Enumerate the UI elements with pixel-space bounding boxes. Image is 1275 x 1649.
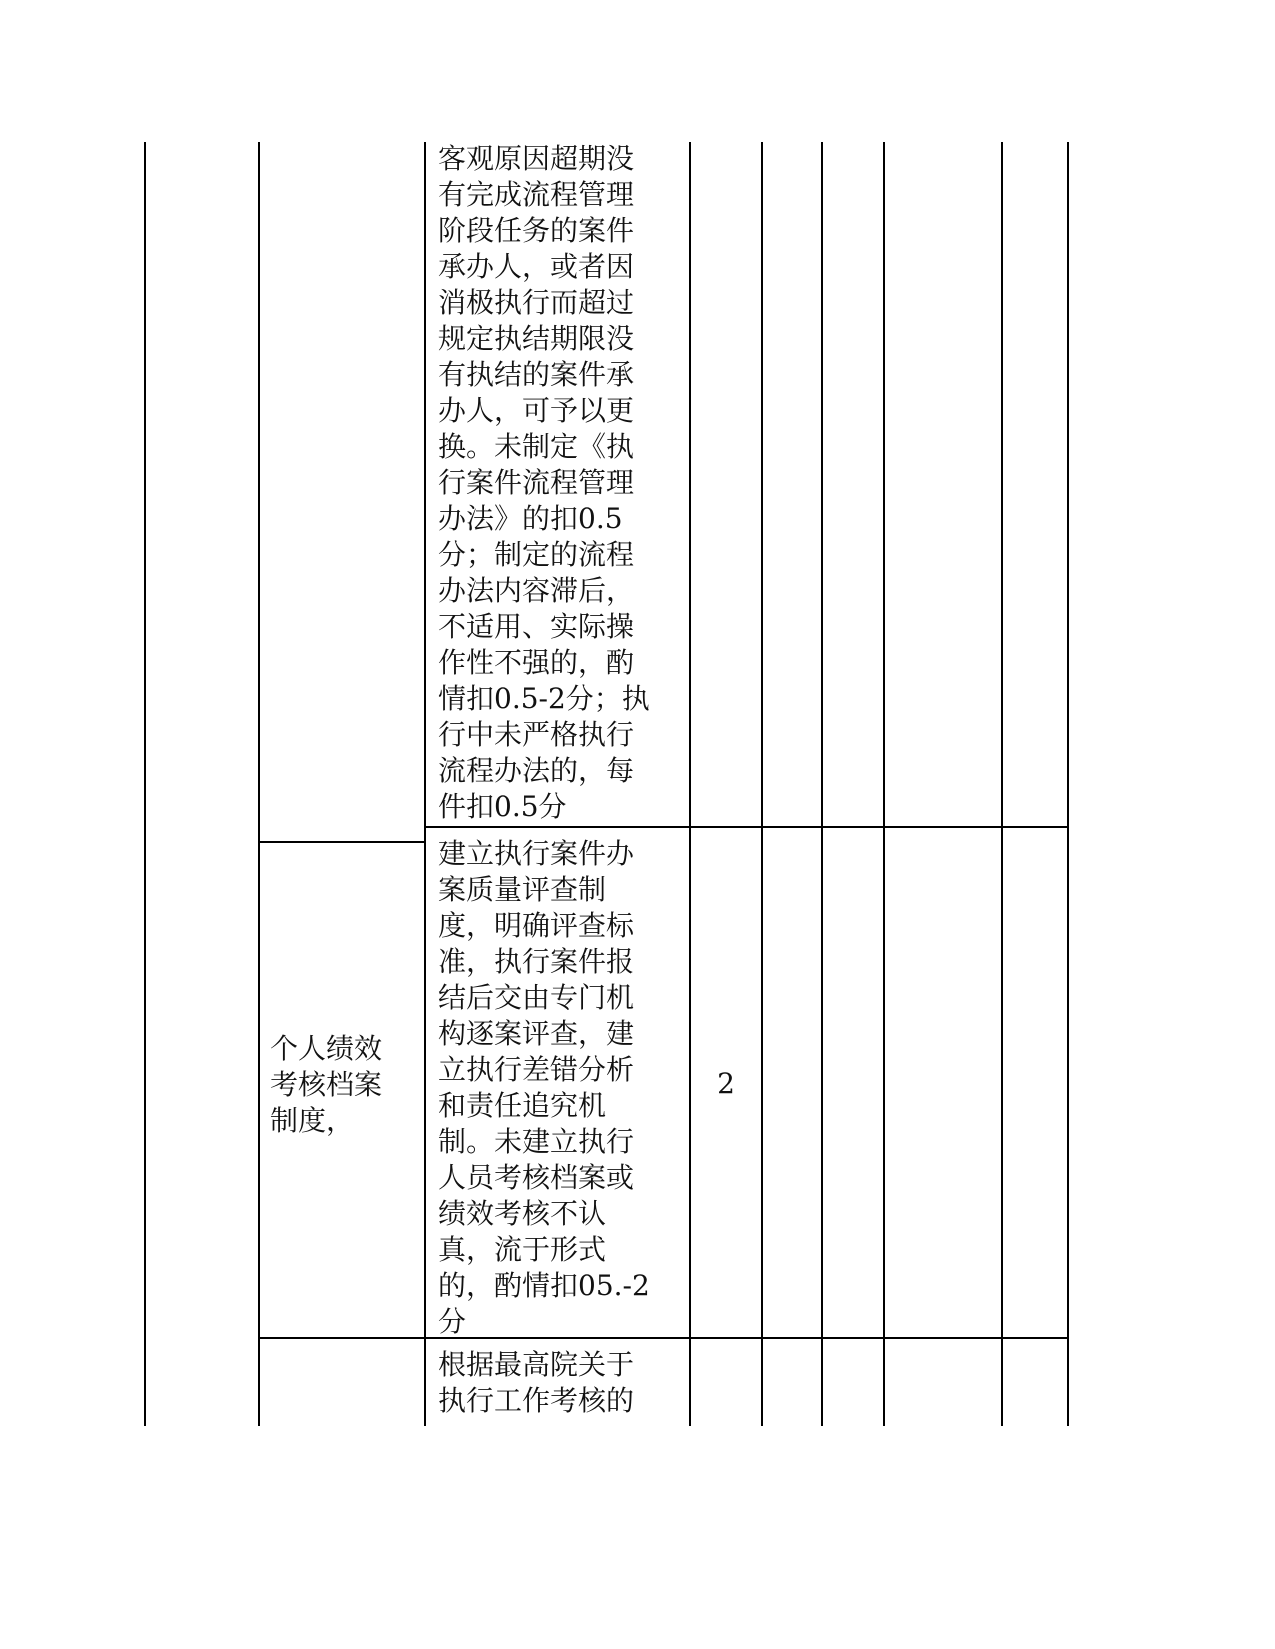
criteria-line: 有完成流程管理 [438,178,635,211]
criteria-line: 结后交由专门机 [438,981,635,1014]
row1-criteria-cell [438,141,650,825]
criteria-line: 客观原因超期没 [438,142,635,175]
item-line: 制度， [270,1104,355,1137]
criteria-line: 作性不强的，酌 [438,646,635,679]
row3-criteria-cell [438,1347,634,1419]
table-col-divider-1 [258,142,260,1426]
criteria-line: 制。未建立执行 [438,1125,635,1158]
criteria-line: 办法内容滞后， [438,574,635,607]
criteria-line: 行中未严格执行 [438,718,635,751]
table-col-divider-4 [761,142,763,1426]
criteria-line: 的，酌情扣05.-2 [438,1269,650,1302]
item-line: 考核档案 [270,1068,383,1101]
criteria-line: 建立执行案件办 [438,837,635,870]
table-col-divider-7 [1001,142,1003,1426]
table-col-divider-5 [821,142,823,1426]
row-divider-1-criteria [424,826,1069,828]
criteria-line: 和责任追究机 [438,1089,607,1122]
criteria-line: 度，明确评查标 [438,909,635,942]
criteria-line: 件扣0.5分 [438,790,567,823]
table-border-right [1067,142,1069,1426]
criteria-line: 流程办法的，每 [438,754,635,787]
criteria-line: 分 [438,1305,467,1338]
table-col-divider-6 [883,142,885,1426]
criteria-line: 准，执行案件报 [438,945,635,978]
item-line: 个人绩效 [270,1032,383,1065]
criteria-line: 根据最高院关于 [438,1348,635,1381]
row2-score-cell: 2 [717,1067,735,1100]
table-border-left [144,142,146,1426]
criteria-line: 分；制定的流程 [438,538,635,571]
criteria-line: 规定执结期限没 [438,322,635,355]
row2-item-cell [270,1031,382,1139]
criteria-line: 不适用、实际操 [438,610,635,643]
row-divider-2 [258,1337,1069,1339]
criteria-line: 行案件流程管理 [438,466,635,499]
criteria-line: 绩效考核不认 [438,1197,607,1230]
criteria-line: 换。未制定《执 [438,430,635,463]
criteria-line: 承办人，或者因 [438,250,635,283]
row-divider-1-item [258,841,426,843]
table-col-divider-2 [424,142,426,1426]
criteria-line: 人员考核档案或 [438,1161,635,1194]
row2-criteria-cell [438,836,650,1340]
criteria-line: 阶段任务的案件 [438,214,635,247]
criteria-line: 消极执行而超过 [438,286,635,319]
criteria-line: 有执结的案件承 [438,358,635,391]
criteria-line: 办人，可予以更 [438,394,635,427]
table-col-divider-3 [689,142,691,1426]
criteria-line: 办法》的扣0.5 [438,502,623,535]
criteria-line: 立执行差错分析 [438,1053,635,1086]
criteria-line: 执行工作考核的 [438,1384,635,1417]
criteria-line: 情扣0.5-2分；执 [438,682,650,715]
criteria-line: 真，流于形式 [438,1233,607,1266]
criteria-line: 构逐案评查，建 [438,1017,635,1050]
criteria-line: 案质量评查制 [438,873,607,906]
